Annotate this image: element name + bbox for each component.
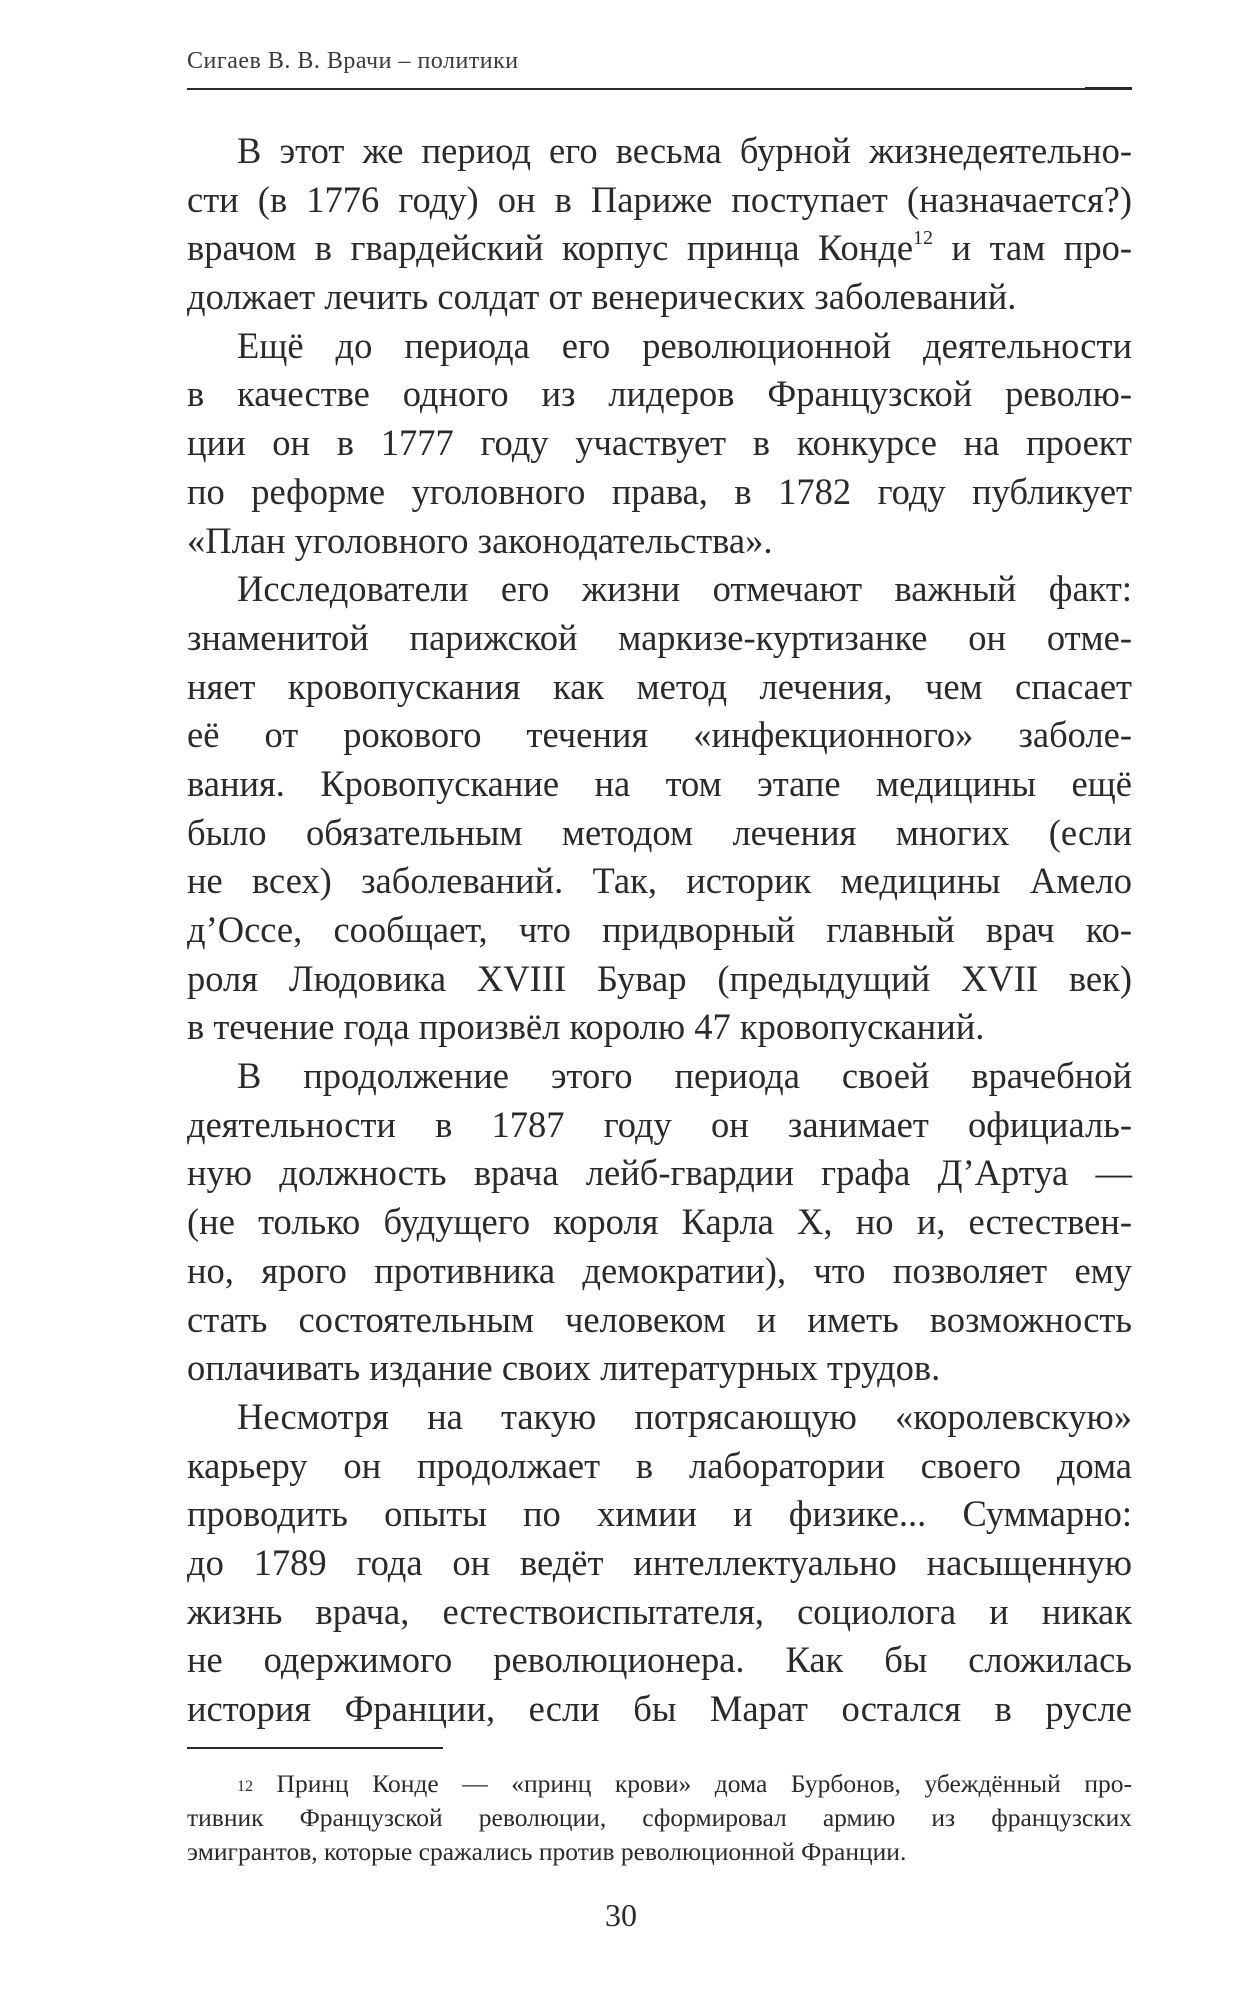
header-rule-accent	[1085, 87, 1132, 90]
text-line: Ещё до периода его революционной деятельности	[237, 324, 1132, 366]
footnote-line-text: Принц Конде — «принц крови» дома Бурбонов, убеждённый про-	[253, 1769, 1132, 1798]
text-line: ции он в 1777 году участвует в конкурсе на проект	[187, 422, 1132, 464]
text-line: история Франции, если бы Марат остался в русле	[187, 1688, 1132, 1729]
text-line: было обязательным методом лечения многих (если	[187, 811, 1132, 853]
text-line: деятельности в 1787 году он занимает официаль-	[187, 1103, 1132, 1145]
text-line: не одержимого революционера. Как бы сложилась	[187, 1639, 1132, 1681]
text-line: «План уголовного законодательства».	[187, 519, 773, 561]
text-line: в течение года произвёл королю 47 кровопусканий.	[187, 1006, 985, 1048]
text-line: д’Оссе, сообщает, что придворный главный врач ко-	[187, 909, 1132, 950]
text-line: Несмотря на такую потрясающую «королевскую»	[237, 1395, 1132, 1437]
running-header: Сигаев В. В. Врачи – политики	[187, 48, 519, 74]
text-line: но, ярого противника демократии), что позволяет ему	[187, 1249, 1132, 1291]
text-line: знаменитой парижской маркизе-куртизанке он отме-	[187, 616, 1132, 658]
text-line: ную должность врача лейб-гвардии графа Д’Артуа —	[187, 1152, 1132, 1194]
footnote	[187, 1767, 1132, 1869]
footnote-line	[187, 1767, 1132, 1801]
text-line: Исследователи его жизни отмечают важный факт:	[237, 568, 1132, 610]
footnote-rule	[187, 1747, 443, 1749]
main-text	[187, 127, 1132, 1734]
text-line: жизнь врача, естествоиспытателя, социолога и никак	[187, 1590, 1132, 1632]
text-line: должает лечить солдат от венерических заболеваний.	[187, 276, 1017, 318]
text-line: оплачивать издание своих литературных трудов.	[187, 1347, 941, 1389]
footnote-line: тивник Французской революции, сформировал армию из французских	[187, 1803, 1132, 1832]
text-line: роля Людовика XVIII Бувар (предыдущий XVII век)	[187, 957, 1132, 999]
footnote-reference: 12	[913, 227, 934, 250]
page-number: 30	[605, 1897, 637, 1933]
text-line: карьеру он продолжает в лаборатории своего дома	[187, 1444, 1132, 1486]
text-line: её от рокового течения «инфекционного» заболе-	[187, 714, 1132, 756]
footnote-line: эмигрантов, которые сражались против революционной Франции.	[187, 1837, 907, 1866]
text-line: няет кровопускания как метод лечения, чем спасает	[187, 665, 1132, 707]
text-line: сти (в 1776 году) он в Париже поступает (назначается?)	[187, 178, 1132, 220]
header-rule	[187, 88, 1132, 90]
text-line-part: и там про-	[933, 227, 1132, 269]
text-line: по реформе уголовного права, в 1782 году публикует	[187, 470, 1132, 512]
text-line: не всех) заболеваний. Так, историк медицины Амело	[187, 860, 1132, 902]
text-line: В продолжение этого периода своей врачебной	[237, 1055, 1132, 1097]
text-line: (не только будущего короля Карла X, но и, естествен-	[187, 1201, 1132, 1243]
text-line: до 1789 года он ведёт интеллектуально насыщенную	[187, 1541, 1132, 1583]
text-line: В этот же период его весьма бурной жизнедеятельно-	[237, 130, 1132, 171]
text-line-with-footnote	[187, 224, 1132, 273]
footnote-number: 12	[237, 1778, 253, 1795]
text-line-part: врачом в гвардейский корпус принца Конде	[187, 227, 914, 269]
text-line: стать состоятельным человеком и иметь возможность	[187, 1298, 1132, 1340]
text-line: вания. Кровопускание на том этапе медицины ещё	[187, 762, 1132, 804]
text-line: проводить опыты по химии и физике... Суммарно:	[187, 1493, 1132, 1535]
text-line: в качестве одного из лидеров Французской револю-	[187, 373, 1132, 415]
